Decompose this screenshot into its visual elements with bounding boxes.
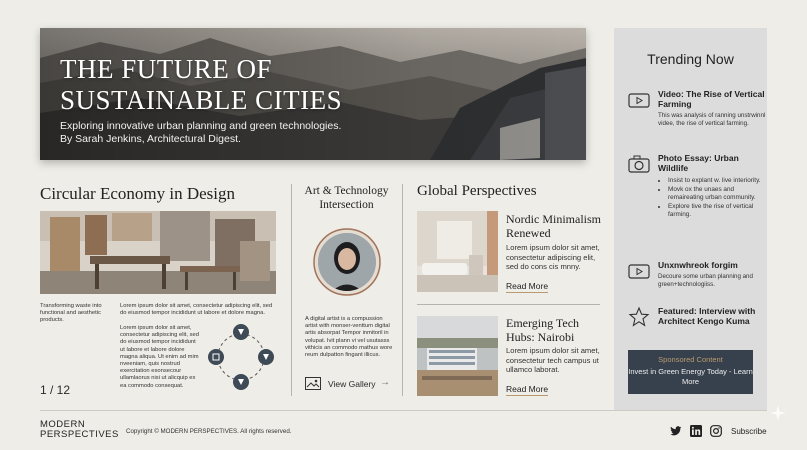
workshop-image (40, 211, 276, 294)
nordic-interior-image (417, 211, 498, 292)
nordic-minimalism-body: Lorem ipsum dolor sit amet, consectetur adipiscing elit, sed do cons cis mnny. (506, 243, 600, 271)
subscribe-link[interactable]: Subscribe (731, 427, 767, 436)
footer-logo-line: MODERN (40, 419, 86, 430)
hero-title: THE FUTURE OF SUSTAINABLE CITIES (60, 54, 343, 115)
star-icon (628, 306, 650, 328)
list-item: • Movk ox the unaes and remaireating urban community. (668, 186, 768, 202)
recycling-cycle-diagram (203, 320, 279, 392)
play-video-icon (628, 260, 650, 282)
global-perspectives-title: Global Perspectives (417, 183, 537, 199)
read-more-link-nairobi[interactable]: Read More (506, 384, 549, 394)
art-tech-title (293, 184, 400, 212)
art-tech-title-line: Art & Technology (304, 185, 389, 197)
circular-economy-title: Circular Economy in Design (40, 184, 235, 203)
trending-item-desc: Decoure some urban planning and green+technologiiss. (658, 273, 753, 288)
trending-sidebar (614, 28, 767, 410)
footer-logo[interactable] (40, 420, 119, 440)
camera-icon (628, 153, 650, 175)
footer-logo-line: PERSPECTIVES (40, 429, 119, 440)
play-video-icon (628, 89, 650, 111)
trending-bullet-list (658, 177, 768, 219)
artist-portrait (313, 228, 381, 296)
list-item: • Insist to explant w. live interiority. (668, 177, 768, 185)
column-divider (402, 184, 403, 396)
twitter-icon[interactable] (670, 425, 682, 437)
sponsored-label: Sponsored Content (658, 355, 723, 364)
sparkle-icon (770, 405, 786, 421)
trending-item-desc: This was analysis of ranning unstrwinnl videe, the rise of vertical farming. (658, 112, 766, 127)
footer-divider (40, 410, 767, 411)
trending-item-title: Photo Essay: Urban Wildlife (658, 153, 739, 173)
hero-byline: By Sarah Jenkins, Architectural Digest. (60, 133, 241, 145)
art-tech-title-line: Intersection (319, 199, 374, 211)
circular-paragraph: Lorem ipsum dolor sit amet, consectetur adipiscing elit, sed do eiusmod tempor incididunt ut labore et dolore magna. (120, 303, 273, 317)
hero-subtitle-line: Exploring innovative urban planning and green technologies. (60, 120, 342, 132)
sponsored-content-banner[interactable] (628, 350, 753, 394)
trending-heading: Trending Now (647, 51, 734, 67)
view-gallery-label: View Gallery (328, 379, 376, 389)
nairobi-tech-hubs-title[interactable]: Emerging Tech Hubs: Nairobi (506, 316, 580, 344)
circular-paragraph: Lorem ipsum dolor sit amet, consectetur adipiscing elit, sed do eiusmod tempor incididunt ut labore et labore dolore magna aliqua. Ut enim ad mim nveeniam, quis nostrud exercitation esonsecour ullamlaorus nisi ut alicquip ex ea commodo consequat. (120, 325, 199, 389)
column-divider (291, 184, 292, 396)
nairobi-city-image (417, 316, 498, 396)
nairobi-tech-hubs-body: Lorem ipsum dolor sit amet, consectetur tech campus ut ullamco laborat. (506, 346, 600, 374)
view-gallery-button[interactable] (305, 377, 395, 391)
read-more-link-nordic[interactable]: Read More (506, 281, 549, 291)
art-tech-description: A digital artist is a compussion artist with monser-venttum digital artis absorpat Tempor inmitoril in volupat. Ivit plann vi vel usutasss vithicis an commodo mathus wore reum dulpatton fingant illicus. (305, 316, 393, 359)
trending-item-title: Featured: Interview with Architect Kengo Kuma (658, 306, 756, 326)
hero-banner[interactable] (40, 28, 586, 160)
instagram-icon[interactable] (710, 425, 722, 437)
list-item: • Explore tive the rise of vertical farming. (668, 203, 768, 219)
sponsored-text: Invest in Green Energy Today - Learn More (628, 367, 753, 386)
trending-item-title: Unxnwhreok forgim (658, 260, 738, 270)
linkedin-icon[interactable] (690, 425, 702, 437)
hero-subtitle (60, 120, 390, 146)
page-indicator: 1 / 12 (40, 383, 71, 397)
workshop-caption: Transforming waste into functional and aesthetic products. (40, 303, 102, 324)
nordic-minimalism-title[interactable]: Nordic Minimalism Renewed (506, 212, 601, 240)
gallery-icon (305, 377, 321, 390)
article-divider (417, 304, 600, 305)
arrow-right-icon: → (380, 377, 390, 388)
trending-item-title: Video: The Rise of Vertical Farming (658, 89, 765, 109)
copyright-text: Copyright © MODERN PERSPECTIVES. All rights reserved. (126, 428, 292, 435)
